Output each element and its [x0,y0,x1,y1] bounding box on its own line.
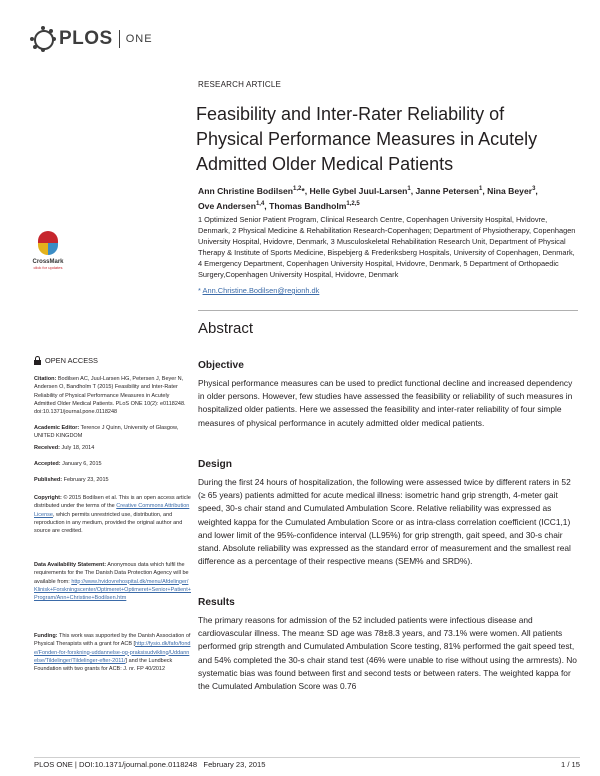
citation-block: Citation: Bodilsen AC, Juul-Larsen HG, Petersen J, Beyer N, Andersen O, Bandholm T (2015) Feasibility and Inter-Rater Reliability of Physical Performance Measures in Acutely Admitted Older Medical Patients. PLoS ONE 10(2): e0118248. doi:10.1371/journal.pone.0118248 [34,376,186,416]
plos-logo [30,26,153,52]
email-link[interactable]: Ann.Christine.Bodilsen@regionh.dk [202,286,320,295]
page-number: 1 / 15 [561,760,580,769]
academic-editor: Academic Editor: Terence J Quinn, University of Glasgow, UNITED KINGDOM [34,425,179,440]
data-availability: Data Availability Statement: Anonymous data which fulfil the requirements for the The Danish Data Protection Agency will be available from: http://www.hvidovrehospital.dk/menu/Afdelinger/Klinisk+Forskningscenter/Optimeret+Optimeret+Senior+Patient+Program/Ann+Christine+Bodilsen.htm [34,562,191,602]
design-text: During the first 24 hours of hospitalization, the following were assessed twice by different raters in 52 (≥ 65 years) patients admitted for acute medical illness: isometric hand grip strength, 4-meter gait speed, 30-s chair stand and Cumulated Ambulation Score. Relative reliability was expressed as weighted kappa for the Cumulated Ambulation Score or as intra-class correlation coefficient (ICC1,1) and lower limit of the 95%-confidence interval (LL95%) for grip strength, gait speed, and 30-s chair stand. Absolute reliability was expressed as the standard error of measurement and the smallest real difference as a percentage of their respective means (SEM% and SRD%). [198,477,571,567]
abstract-heading: Abstract [198,320,254,337]
article-title: Feasibility and Inter-Rater Reliability of Physical Performance Measures in Acutely Admitted Older Medical Patients [196,104,538,174]
crossmark-badge[interactable] [28,231,68,270]
published-date: Published: February 23, 2015 [34,477,109,483]
affiliations: 1 Optimized Senior Patient Program, Clinical Research Centre, Copenhagen University Hospital, Hvidovre, Denmark, 2 Physical Medicine & Rehabilitation Research-Copenhagen; Department of Physiotherapy, Copenhagen University Hospital, Hvidovre, Denmark, 3 Musculoskeletal Rehabilitation Research Unit, Department of Physical Therapy & Institute of Sports Medicine, Bispebjerg & Frederiksberg Hospitals, University of Copenhagen, Denmark, 4 Emergency Department, Copenhagen University Hospital, Hvidovre, Denmark, 5 Department of Orthopaedic Surgery,Copenhagen University Hospital, Hvidovre, Denmark [198,215,576,279]
results-text: The primary reasons for admission of the 52 included patients were infectious disease and cardiovascular illness. The mean± SD age was 78±8.3 years, and 73.1% were women. All patients performed grip strength and Cumulated Ambulation Score testing, 81% performed the gait speed test, and 54% completed the 30-s chair stand test (46% were unable to rise without using the armrests). No systematic bias was found between first and second tests or between raters. The weighted kappa for the Cumulated Ambulation Score was 0.76 [198,615,577,692]
logo-name: PLOS [59,28,113,49]
article-type: RESEARCH ARTICLE [198,80,282,89]
accepted-date: Accepted: January 6, 2015 [34,461,102,467]
crossmark-label: CrossMark [32,259,64,265]
footer-divider [34,757,580,758]
corresponding-email: * Ann.Christine.Bodilsen@regionh.dk [198,286,320,295]
lock-open-icon [34,356,41,365]
design-heading: Design [198,459,232,470]
objective-heading: Objective [198,360,244,371]
logo-journal: ONE [125,33,153,45]
funding-block: Funding: This work was supported by the Danish Association of Physical Therapists with a grant for ACB [http://fysio.dk/fafo/fonde/Fonden-for-forskning-uddannelse-og-praksisudvikling/Uddannelse/Tildelinger/Tildelinger-efter-2011/] and the Lundbeck Foundation with two grants for ACB: J. nr. FP 40/2012 [34,633,191,673]
footer-citation: PLOS ONE | DOI:10.1371/journal.pone.0118248 February 23, 2015 [34,760,266,769]
results-heading: Results [198,597,235,608]
header-divider [198,310,578,311]
received-date: Received: July 18, 2014 [34,445,95,451]
crossmark-icon [35,231,61,257]
plos-logo-icon [30,26,56,52]
license-link[interactable]: Creative Commons Attribution License [34,503,190,518]
crossmark-sub: click for updates [33,265,63,270]
open-access-badge: OPEN ACCESS [34,356,98,365]
author-list: Ann Christine Bodilsen$^{1,2}$*, Helle Gybel Juul-Larsen$^1$, Janne Petersen$^1$, Nina Beyer$^3$, Ove Andersen$^{1,4}$, Thomas Bandholm$^{1,2,5}$ [198,185,538,211]
copyright-block: Copyright: © 2015 Bodilsen et al. This is an open access article distributed under the terms of the Creative Commons Attribution License, which permits unrestricted use, distribution, and reproduction in any medium, provided the original author and source are credited. [34,495,191,535]
funding-link[interactable]: http://fysio.dk/fafo/fonde/Fonden-for-forskning-uddannelse-og-praksisudvikling/Uddannelse/Tildelinger/Tildelinger-efter-2011/ [34,641,191,664]
objective-text: Physical performance measures can be used to predict functional decline and increased dependency in older persons. However, few studies have assessed the feasibility or reliability of such measures in hospitalized older patients. Here we assessed the feasibility and inter-rater reliability of four simple measures of physical performance in acutely admitted older medical patients. [198,378,573,428]
data-link[interactable]: http://www.hvidovrehospital.dk/menu/Afdelinger/Klinisk+Forskningscenter/Optimeret+Optimeret+Senior+Patient+Program/Ann+Christine+Bodilsen.htm [34,578,191,602]
